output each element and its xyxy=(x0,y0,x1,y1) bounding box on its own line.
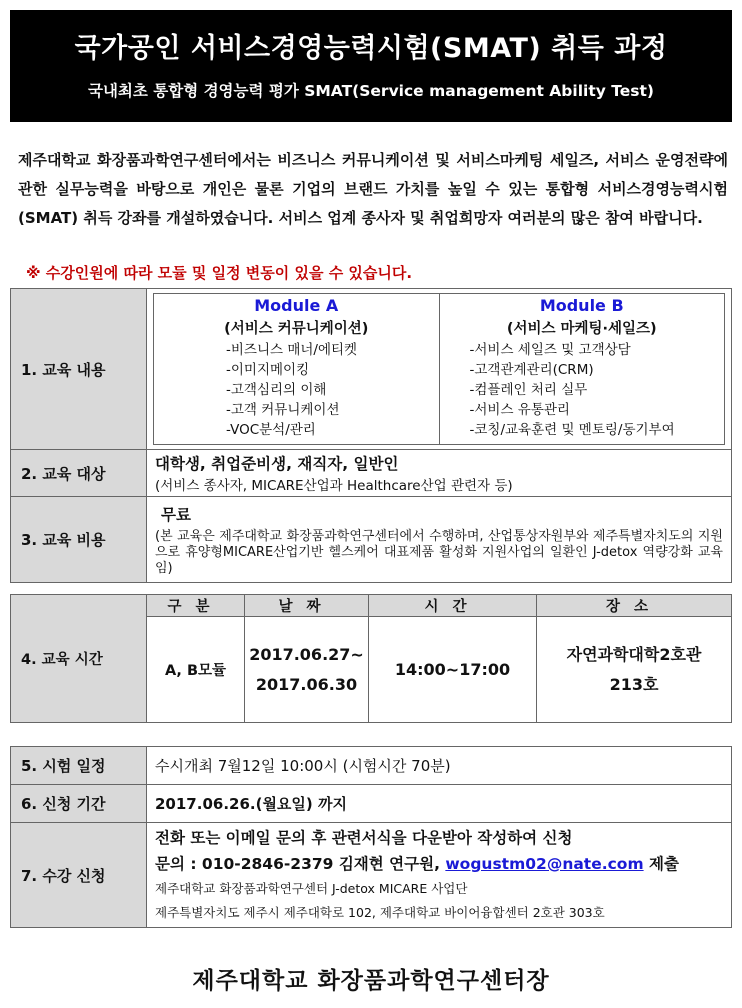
list-item: -컴플레인 처리 실무 xyxy=(469,382,588,398)
list-item: -고객심리의 이해 xyxy=(226,382,327,398)
header-time: 시간 xyxy=(369,595,537,617)
cost-label: 3. 교육 비용 xyxy=(11,497,147,583)
module-a-subtitle: (서비스 커뮤니케이션) xyxy=(224,321,369,337)
module-b xyxy=(439,294,725,444)
apply-line4: 제주특별자치도 제주시 제주대학로 102, 제주대학교 바이어융합센터 2호관 303호 xyxy=(155,905,605,920)
module-a xyxy=(154,294,439,444)
module-a-name: Module A xyxy=(254,296,339,315)
notice-text: ※ 수강인원에 따라 모듈 및 일정 변동이 있을 수 있습니다. xyxy=(26,264,413,282)
apply-submit: 제출 xyxy=(643,855,679,873)
module-b-subtitle: (서비스 마케팅·세일즈) xyxy=(506,321,657,337)
apply-line2 xyxy=(155,851,723,877)
place-line1: 자연과학대학2호관 xyxy=(566,644,702,664)
header-date: 날짜 xyxy=(245,595,369,617)
list-item: -서비스 세일즈 및 고객상담 xyxy=(469,342,631,358)
cost-cell xyxy=(147,497,732,583)
module-a-list xyxy=(154,340,439,440)
cost-sub: (본 교육은 제주대학교 화장품과학연구센터에서 수행하며, 산업통상자원부와 제주특별자치도의 지원으로 휴양형MICARE산업기반 헬스케어 대표제품 활성화 지원사업의 일환인 J-detox 역량강화 교육임) xyxy=(155,528,723,576)
date-start: 2017.06.27~ xyxy=(249,644,364,664)
schedule-label: 4. 교육 시간 xyxy=(11,595,147,723)
time-cell: 14:00~17:00 xyxy=(369,617,537,723)
target-cell xyxy=(147,450,732,497)
footer-signature: 제주대학교 화장품과학연구센터장 xyxy=(192,968,550,994)
list-item: -코칭/교육훈련 및 멘토링/동기부여 xyxy=(469,422,675,438)
list-item: -고객관계관리(CRM) xyxy=(469,362,594,378)
application-table xyxy=(10,746,732,928)
list-item: -이미지메이킹 xyxy=(226,362,310,378)
list-item: -서비스 유통관리 xyxy=(469,402,570,418)
apply-cell xyxy=(147,823,732,928)
division-cell: A, B모듈 xyxy=(147,617,245,723)
place-cell xyxy=(537,617,732,723)
target-label: 2. 교육 대상 xyxy=(11,450,147,497)
module-b-list xyxy=(440,340,725,440)
apply-contact: 문의 : 010-2846-2379 김재현 연구원, xyxy=(155,855,446,873)
cost-main: 무료 xyxy=(161,505,191,524)
header-place: 장소 xyxy=(537,595,732,617)
target-main: 대학생, 취업준비생, 재직자, 일반인 xyxy=(155,455,399,473)
module-b-name: Module B xyxy=(539,296,624,315)
period-value: 2017.06.26.(월요일) 까지 xyxy=(147,785,732,823)
content-label: 1. 교육 내용 xyxy=(11,289,147,450)
list-item: -고객 커뮤니케이션 xyxy=(226,402,340,418)
place-line2: 213호 xyxy=(609,674,659,694)
page-subtitle: 국내최초 통합형 경영능력 평가 SMAT(Service management Ability Test) xyxy=(87,82,654,100)
content-cell xyxy=(147,289,732,450)
email-link[interactable]: wogustm02@nate.com xyxy=(445,855,644,873)
course-info-table xyxy=(10,288,732,583)
apply-line1: 전화 또는 이메일 문의 후 관련서식을 다운받아 작성하여 신청 xyxy=(155,829,573,847)
date-end: 2017.06.30 xyxy=(255,674,358,694)
target-sub: (서비스 종사자, MICARE산업과 Healthcare산업 관련자 등) xyxy=(155,478,513,494)
list-item: -VOC분석/관리 xyxy=(226,422,316,438)
exam-label: 5. 시험 일정 xyxy=(11,747,147,785)
apply-line3: 제주대학교 화장품과학연구센터 J-detox MICARE 사업단 xyxy=(155,881,468,896)
date-cell xyxy=(245,617,369,723)
modules-box xyxy=(153,293,725,445)
list-item: -비즈니스 매너/에티켓 xyxy=(226,342,358,358)
header-division: 구분 xyxy=(147,595,245,617)
schedule-table xyxy=(10,594,732,723)
period-label: 6. 신청 기간 xyxy=(11,785,147,823)
header-banner xyxy=(10,10,732,122)
intro-paragraph: 제주대학교 화장품과학연구센터에서는 비즈니스 커뮤니케이션 및 서비스마케팅 세일즈, 서비스 운영전략에 관한 실무능력을 바탕으로 개인은 물론 기업의 브랜드 가치를 높일 수 있는 통합형 서비스경영능력시험(SMAT) 취득 강좌를 개설하였습니다. 서비스 업계 종사자 및 취업희망자 여러분의 많은 참여 바랍니다. xyxy=(18,151,728,227)
apply-label: 7. 수강 신청 xyxy=(11,823,147,928)
page-title: 국가공인 서비스경영능력시험(SMAT) 취득 과정 xyxy=(74,33,668,64)
exam-value: 수시개최 7월12일 10:00시 (시험시간 70분) xyxy=(147,747,732,785)
